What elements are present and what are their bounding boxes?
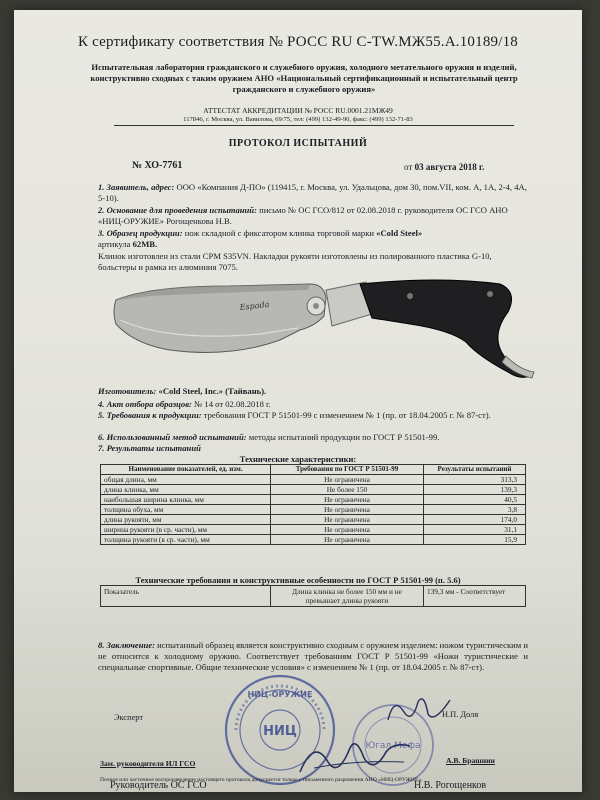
samples-paragraph [98, 228, 528, 250]
header-divider [114, 125, 514, 126]
requirements-label: 5. Требования к продукции: [98, 410, 202, 420]
spec-table [100, 464, 526, 545]
table-row: наибольшая ширина клинка, мм Не ограничена 40,5 [101, 495, 526, 505]
article-prefix: артикула [98, 239, 131, 250]
spec-table-title: Технические характеристики: [239, 454, 357, 464]
basis-label: 2. Основание для проведения испытаний: [98, 205, 257, 215]
expert-name: Н.П. Доля [442, 710, 479, 719]
certificate-document [14, 10, 582, 792]
stamp-ring-text: НИЦ-ОРУЖИЕ [247, 690, 313, 699]
stamp-center-text: НИЦ [263, 724, 297, 739]
head-name: Н.В. Рогощенков [414, 780, 487, 791]
table-row: ширина рукояти (в ср. части), мм Не ограничена 31,1 [101, 525, 526, 535]
blade-engraving: Espada [239, 299, 270, 312]
head-label: Руководитель ОС ГСО [110, 780, 207, 791]
manufacturer-paragraph [98, 386, 528, 397]
deputy-name: А.В. Брашнин [446, 756, 495, 765]
applicant-paragraph [98, 182, 528, 204]
table-row: толщина обуха, мм Не ограничена 3,8 [101, 505, 526, 515]
disclaimer-text: Полное или частичное воспроизведение настоящего протокола допускается только с письменного разрешения АНО «НИЦ-ОРУЖИЕ». [100, 777, 423, 783]
date-prefix: от [404, 162, 413, 172]
basis-paragraph [98, 205, 528, 227]
applicant-value: ООО «Компания Д-ПО» (119415, г. Москва, ул. Удальцова, дом 30, пом.VII, ком. А, 1А, 2-4, 4А, 5-10). [98, 182, 527, 204]
samples-label: 3. Образец продукции: [98, 228, 183, 238]
table-row: длина рукояти, мм Не ограничена 174,0 [101, 515, 526, 525]
protocol-date [404, 162, 484, 172]
act-value: № 14 от 02.08.2018 г. [194, 399, 271, 409]
samples-value: нож складной с фиксатором клинка торговой марки [184, 228, 374, 238]
protocol-title: ПРОТОКОЛ ИСПЫТАНИЙ [228, 138, 368, 149]
tech-table-title: Технические требования и конструктивные особенности по ГОСТ Р 51501-99 (п. 5.6) [135, 575, 461, 585]
methods-value: методы испытаний продукции по ГОСТ Р 51501-99. [248, 432, 440, 442]
table-row [101, 586, 526, 607]
brand-name: «Cold Steel» [376, 228, 423, 238]
knife-photo [110, 272, 548, 380]
manufacturer-value: «Cold Steel, Inc.» (Тайвань). [158, 386, 267, 396]
date-value: 03 августа 2018 г. [414, 162, 485, 172]
conclusion-paragraph [98, 640, 528, 674]
results-heading: 7. Результаты испытаний [98, 443, 201, 453]
head-signature [294, 732, 414, 782]
methods-label: 6. Использованный метод испытаний: [98, 432, 247, 442]
expert-signature [384, 690, 454, 730]
conclusion-label: 8. Заключение: [98, 640, 155, 650]
tech-result: 139,3 мм - Соответствует [424, 586, 526, 607]
basis-value: письмо № ОС ГСО/812 от 02.08.2018 г. руководителя ОС ГСО АНО «НИЦ-ОРУЖИЕ» Рогощенкова Н.В. [98, 205, 508, 227]
column-header: Результаты испытаний [424, 465, 526, 475]
deputy-label: Зам. руководителя ИЛ ГСО [100, 759, 196, 768]
manufacturer-label: Изготовитель: [98, 386, 157, 396]
requirements-value: требования ГОСТ Р 51501-99 с изменением № 1 (пр. от 18.04.2005 г. № 87-ст). [203, 410, 491, 420]
protocol-number: № ХО-7761 [132, 160, 183, 171]
applicant-label: 1. Заявитель, адрес: [98, 182, 175, 192]
requirements-paragraph [98, 410, 528, 421]
expert-label: Эксперт [114, 713, 144, 722]
certificate-title: К сертификату соответствия № РОСС RU С-TW.МЖ55.А.10189/18 [77, 34, 519, 50]
lab-description: Испытательная лаборатория гражданского и служебного оружия, холодного метательного оружия и изделий, конструктивно сходных с таким оружием АНО «Национальный сертификационный и испытательный центр гражданского и служебного оружия» [90, 62, 518, 94]
table-row: общая длина, мм Не ограничена 313,3 [101, 475, 526, 485]
act-paragraph [98, 399, 528, 410]
methods-paragraph [98, 432, 528, 443]
article-number: 62MB. [132, 239, 158, 250]
tech-table [100, 585, 526, 607]
column-header: Наименование показателей, ед. изм. [101, 465, 271, 475]
address-line: 117846, г. Москва, ул. Вавилова, 69/75, тел: (499) 132-49-90, факс: (499) 132-71-83 [183, 116, 413, 123]
conclusion-text: испытанный образец является конструктивно сходным с оружием изделием: ножом туристическим и не относится к холодному оружию. Соответствует требованиям ГОСТ Р 51501-99 «Ножи туристические и специальные спортивные. Общие технические условия» с изменением № 1 (пр. от 18.04.2005 г. № 87-ст). [98, 640, 528, 673]
tech-requirement: Длина клинка не более 150 мм и не превышает длины рукояти [271, 586, 424, 607]
blade-description: Клинок изготовлен из стали CPM S35VN. Накладки рукояти изготовлены из полированного пластика G-10, больстеры и рамка из алюминия 7075. [98, 251, 492, 273]
accreditation-line: АТТЕСТАТ АККРЕДИТАЦИИ № РОСС RU.0001.21МЖ49 [203, 106, 393, 115]
table-row: толщина рукояти (в ср. части), мм Не ограничена 15,9 [101, 535, 526, 545]
stamp-second-text: Югал Мефа [365, 741, 421, 751]
column-header: Требования по ГОСТ Р 51501-99 [271, 465, 424, 475]
tech-label: Показатель [101, 586, 271, 607]
table-header-row [101, 465, 526, 475]
table-row: длина клинка, мм Не более 150 139,3 [101, 485, 526, 495]
act-label: 4. Акт отбора образцов: [98, 399, 192, 409]
